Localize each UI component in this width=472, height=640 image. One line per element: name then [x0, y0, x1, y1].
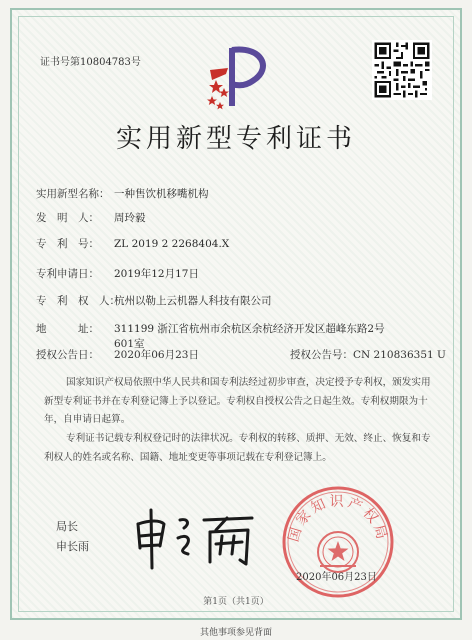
- legal-status-paragraph-text: 专利证书记载专利权登记时的法律状况。专利权的转移、质押、无效、终止、恢复和专利权人的姓名或名称、国籍、地址变更等事项记载在专利登记簿上。: [44, 433, 431, 463]
- field-label: 专 利 权 人：: [36, 295, 120, 307]
- field-value: 一种售饮机移嘴机构: [114, 188, 209, 200]
- publication-line: [36, 347, 446, 362]
- grant-paragraph-text: 国家知识产权局依照中华人民共和国专利法经过初步审查，决定授予专利权，颁发实用新型专利证书并在专利登记簿上予以登记。专利权自授权公告之日起生效。专利权期限为十年，自申请日起算。: [44, 377, 431, 425]
- field-value: 311199 浙江省杭州市余杭区余杭经济开发区超峰东路2号: [114, 323, 385, 335]
- field-value: ZL 2019 2 2268404.X: [114, 238, 230, 250]
- legal-status-paragraph: [44, 430, 436, 467]
- publication-number-label: 授权公告号：: [290, 349, 353, 361]
- field-inventor: [36, 210, 146, 225]
- field-patent-number: [36, 236, 229, 251]
- field-address: [36, 321, 385, 336]
- field-label: 发 明 人：: [36, 212, 99, 224]
- field-value: 2019年12月17日: [114, 268, 199, 280]
- page-indicator: 第1页（共1页）: [203, 597, 269, 607]
- seal-text: 国家知识产权局: [285, 494, 391, 544]
- footer-note: 其他事项参见背面: [199, 628, 272, 638]
- director-title: 局长: [56, 520, 78, 533]
- certificate-number: 证书号第10804783号: [40, 57, 141, 68]
- director-name: 申长雨: [56, 540, 89, 553]
- qr-code: [372, 40, 432, 100]
- publication-date-label: 授权公告日：: [36, 349, 99, 361]
- field-value: 杭州以勒上云机器人科技有限公司: [114, 295, 272, 307]
- field-label: 专利申请日：: [36, 268, 99, 280]
- field-utility-model-name: [36, 186, 209, 201]
- field-label: 实用新型名称：: [36, 188, 110, 200]
- field-address-continued: 601室: [114, 338, 145, 350]
- field-patentee: [36, 293, 272, 308]
- publication-date: 2020年06月23日: [114, 349, 199, 361]
- field-label: 地 址：: [36, 323, 99, 335]
- publication-number: CN 210836351 U: [353, 349, 446, 361]
- cnipa-logo: [202, 40, 276, 114]
- field-application-date: [36, 266, 199, 281]
- seal-date: 2020年06月23日: [296, 572, 377, 583]
- certificate-title: 实用新型专利证书: [115, 124, 356, 154]
- field-label: 专 利 号：: [36, 238, 99, 250]
- grant-paragraph: [44, 374, 436, 430]
- field-value: 周玲毅: [114, 212, 146, 224]
- director-signature: [130, 498, 260, 572]
- official-seal: [278, 482, 398, 602]
